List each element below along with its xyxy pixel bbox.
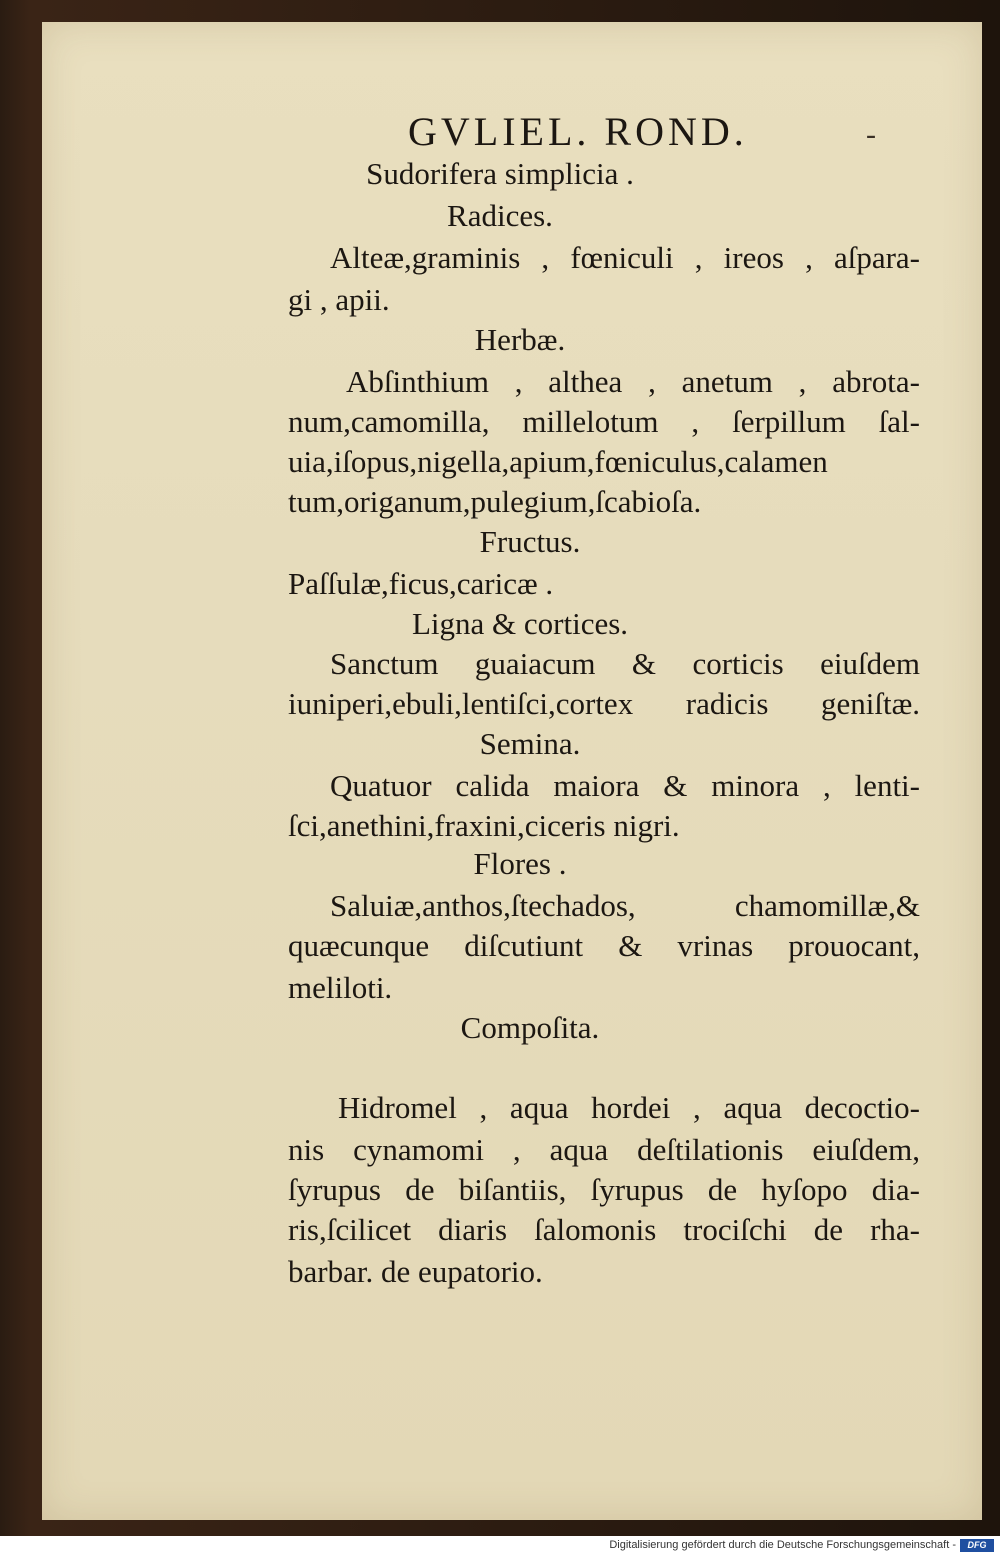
text-line: Abſinthium , althea , anetum , abrota-	[346, 364, 920, 399]
heading-radices: Radices.	[447, 198, 553, 233]
text-line: meliloti.	[288, 970, 393, 1005]
header-dash: -	[866, 118, 876, 151]
text-line: tum,origanum,pulegium,ſcabioſa.	[288, 484, 702, 519]
heading-ligna: Ligna & cortices.	[411, 606, 629, 641]
running-header: GVLIEL. ROND.	[408, 109, 748, 154]
dfg-logo: DFG	[960, 1539, 994, 1552]
text-line: num,camomilla, millelotum , ſerpillum ſal-	[288, 404, 920, 439]
heading-herbae: Herbæ.	[474, 322, 566, 357]
text-line: Paſſulæ,ficus,caricæ .	[288, 566, 554, 601]
text-line: ris,ſcilicet diaris ſalomonis trociſchi de rha-	[288, 1212, 920, 1247]
text-line: Alteæ,graminis , fœniculi , ireos , aſpara-	[330, 240, 920, 275]
heading-composita: Compoſita.	[460, 1010, 600, 1045]
text-line: nis cynamomi , aqua deſtilationis eiuſdem,	[288, 1132, 920, 1167]
footer-credit: Digitalisierung gefördert durch die Deutsche Forschungsgemeinschaft -	[609, 1539, 956, 1551]
text-line: ſyrupus de biſantiis, ſyrupus de hyſopo dia-	[288, 1172, 920, 1207]
text-line: iuniperi,ebuli,lentiſci,cortex radicis geniſtæ.	[288, 686, 920, 721]
text-line: Hidromel , aqua hordei , aqua decoctio-	[338, 1090, 920, 1125]
text-line: quæcunque diſcutiunt & vrinas prouocant,	[288, 928, 920, 963]
text-line: barbar. de eupatorio.	[288, 1254, 543, 1289]
text-line: gi , apii.	[288, 282, 390, 317]
heading-fructus: Fructus.	[479, 524, 581, 559]
text-line: Sanctum guaiacum & corticis eiuſdem	[330, 646, 920, 681]
section-title: Sudorifera simplicia .	[366, 156, 634, 191]
text-line: Saluiæ,anthos,ſtechados, chamomillæ,&	[330, 888, 920, 923]
text-line: ſci,anethini,fraxini,ciceris nigri.	[288, 808, 680, 843]
text-line: uia,iſopus,nigella,apium,fœniculus,calamen	[288, 444, 828, 479]
text-line: Quatuor calida maiora & minora , lenti-	[330, 768, 920, 803]
heading-flores: Flores .	[473, 846, 567, 881]
heading-semina: Semina.	[479, 726, 581, 761]
digitization-footer	[0, 1536, 1000, 1556]
